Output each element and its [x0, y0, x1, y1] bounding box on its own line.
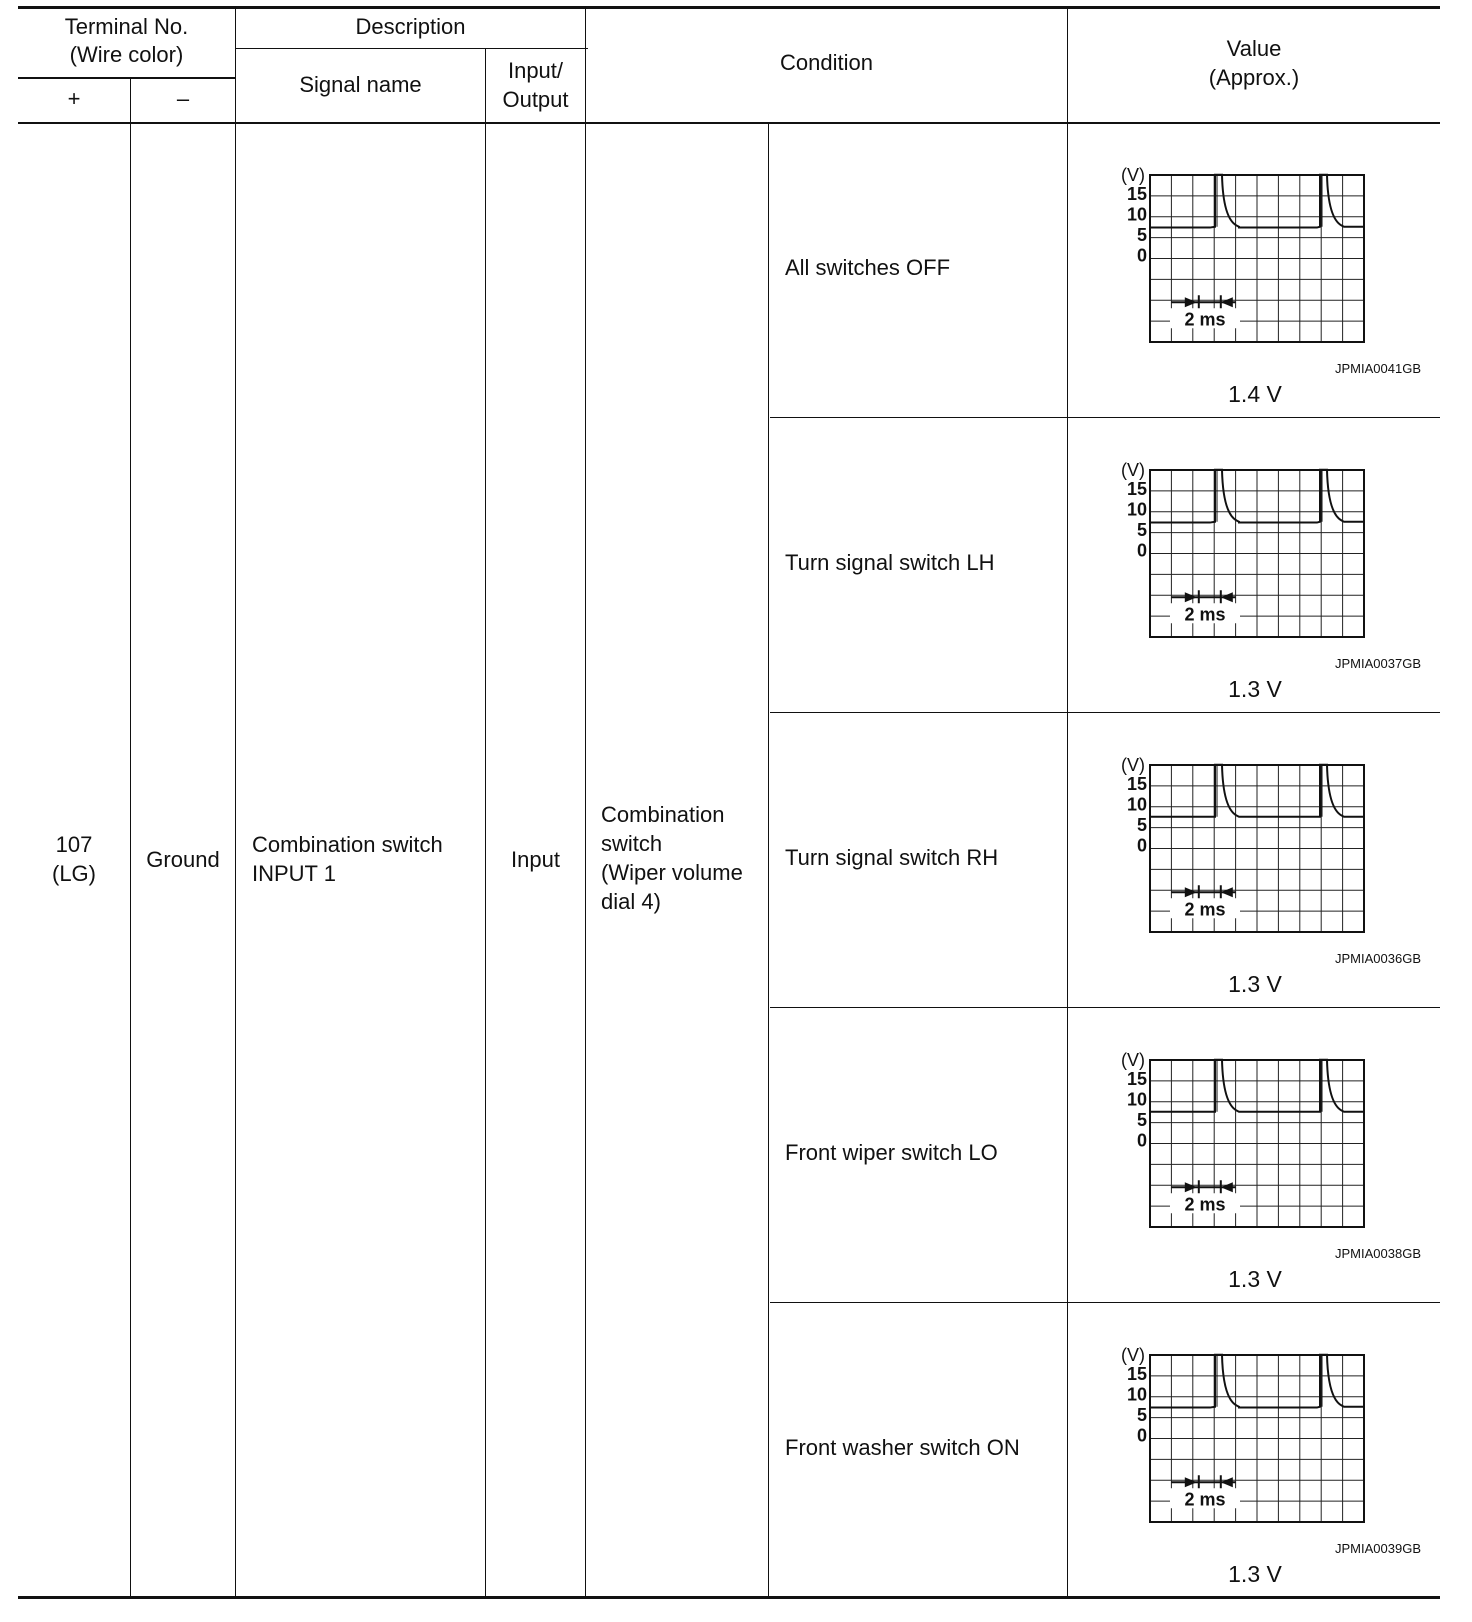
sub-condition-label: Front wiper switch LO — [785, 1140, 998, 1165]
sub-condition-label: Front washer switch ON — [785, 1435, 1020, 1460]
y-axis-tick: 0 — [1136, 1425, 1147, 1446]
header-input-output-1: Input/ — [507, 58, 564, 83]
approx-value: 1.3 V — [1228, 1561, 1282, 1587]
y-axis-tick: 10 — [1126, 499, 1147, 520]
y-axis-tick: 5 — [1136, 225, 1147, 245]
y-axis-tick: 5 — [1136, 1405, 1147, 1425]
y-axis-unit: (V) — [1121, 1050, 1145, 1070]
header-terminal-no: Terminal No. — [64, 14, 189, 39]
waveform-graph — [1105, 1048, 1365, 1228]
header-input-output-2: Output — [502, 87, 569, 112]
sub-condition-label: Turn signal switch RH — [785, 845, 999, 870]
col-rule-signal — [235, 6, 236, 1597]
col-rule-minus — [130, 79, 131, 1597]
sub-row-rule-3 — [770, 1007, 1440, 1008]
approx-value: 1.3 V — [1228, 1266, 1282, 1292]
signal-name-line-2: INPUT 1 — [252, 861, 336, 886]
y-axis-tick: 10 — [1126, 1384, 1147, 1405]
y-axis-tick: 15 — [1126, 1364, 1147, 1384]
waveform-graph — [1105, 163, 1365, 343]
y-axis-tick: 10 — [1126, 794, 1147, 815]
sub-row-rule-1 — [770, 417, 1440, 418]
condition-main-line-4: dial 4) — [601, 889, 661, 914]
header-approx: (Approx.) — [1208, 65, 1300, 90]
y-axis-unit: (V) — [1121, 1345, 1145, 1365]
table-bottom-rule — [18, 1596, 1440, 1599]
sub-condition-label: Turn signal switch LH — [785, 550, 995, 575]
y-axis-tick: 0 — [1136, 540, 1147, 561]
terminal-plus-number: 107 — [55, 832, 93, 857]
signal-name-line-1: Combination switch — [252, 832, 443, 857]
y-axis-unit: (V) — [1121, 460, 1145, 480]
condition-main-line-2: switch — [601, 831, 663, 856]
y-axis-tick: 15 — [1126, 1069, 1147, 1089]
sub-row-rule-4 — [770, 1302, 1440, 1303]
col-rule-io — [485, 48, 486, 1597]
y-axis-unit: (V) — [1121, 755, 1145, 775]
approx-value: 1.3 V — [1228, 676, 1282, 702]
condition-main-line-1: Combination — [601, 802, 725, 827]
condition-main-line-3: (Wiper volume — [601, 860, 743, 885]
sub-condition-label: All switches OFF — [785, 255, 951, 280]
approx-value: 1.3 V — [1228, 971, 1282, 997]
y-axis-tick: 10 — [1126, 1089, 1147, 1110]
y-axis-tick: 0 — [1136, 1130, 1147, 1151]
waveform-graph — [1105, 753, 1365, 933]
terminal-minus: Ground — [146, 847, 220, 872]
time-division-label: 2 ms — [1184, 1194, 1226, 1215]
time-division-label: 2 ms — [1184, 1489, 1226, 1510]
y-axis-tick: 15 — [1126, 184, 1147, 204]
col-rule-subcondition — [768, 122, 769, 1597]
time-division-label: 2 ms — [1184, 899, 1226, 920]
y-axis-tick: 10 — [1126, 204, 1147, 225]
header-signal-name: Signal name — [299, 72, 422, 97]
y-axis-tick: 15 — [1126, 774, 1147, 794]
time-division-label: 2 ms — [1184, 309, 1226, 330]
header-description: Description — [355, 14, 466, 39]
y-axis-tick: 5 — [1136, 815, 1147, 835]
waveform-graph — [1105, 458, 1365, 638]
header-value: Value — [1226, 36, 1282, 61]
figure-code: JPMIA0041GB — [1335, 361, 1421, 376]
col-rule-value — [1067, 6, 1068, 1597]
col-rule-condition — [585, 6, 586, 1597]
figure-code: JPMIA0037GB — [1335, 656, 1421, 671]
y-axis-unit: (V) — [1121, 165, 1145, 185]
header-minus: – — [176, 86, 190, 111]
table-top-rule — [18, 6, 1440, 9]
y-axis-tick: 0 — [1136, 835, 1147, 856]
input-output-value: Input — [511, 847, 560, 872]
header-condition: Condition — [780, 50, 873, 75]
approx-value: 1.4 V — [1228, 381, 1282, 407]
y-axis-tick: 5 — [1136, 1110, 1147, 1130]
terminal-plus-wire-color: (LG) — [52, 861, 96, 886]
sub-row-rule-2 — [770, 712, 1440, 713]
header-wire-color: (Wire color) — [69, 42, 184, 67]
header-rule-description — [236, 48, 588, 49]
header-rule-terminal — [18, 77, 236, 79]
header-bottom-rule — [18, 122, 1440, 124]
y-axis-tick: 0 — [1136, 245, 1147, 266]
figure-code: JPMIA0039GB — [1335, 1541, 1421, 1556]
time-division-label: 2 ms — [1184, 604, 1226, 625]
figure-code: JPMIA0036GB — [1335, 951, 1421, 966]
header-plus: + — [67, 86, 81, 111]
waveform-graph — [1105, 1343, 1365, 1523]
y-axis-tick: 15 — [1126, 479, 1147, 499]
y-axis-tick: 5 — [1136, 520, 1147, 540]
figure-code: JPMIA0038GB — [1335, 1246, 1421, 1261]
